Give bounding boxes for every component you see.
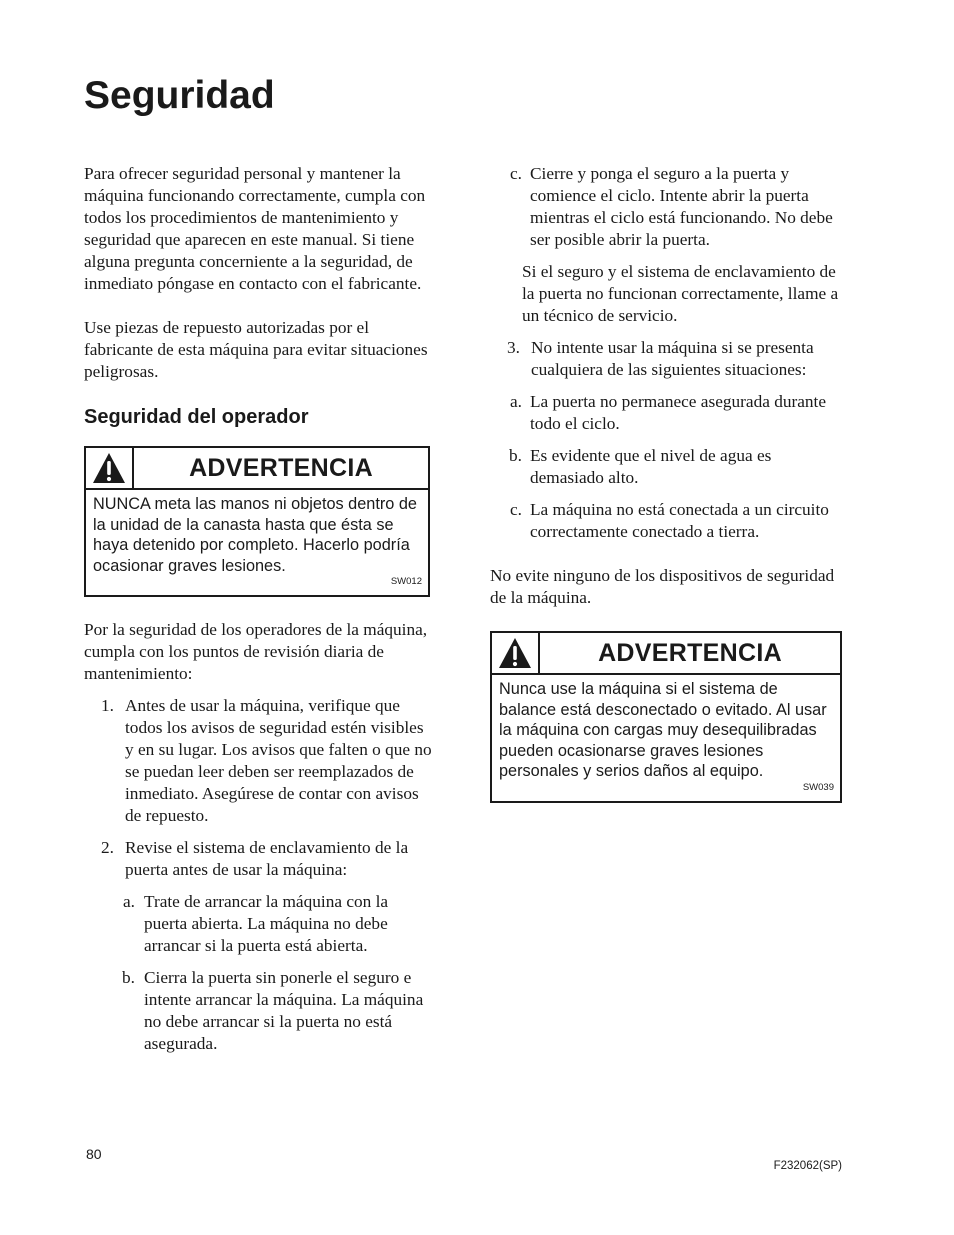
list-marker: b. <box>122 968 135 987</box>
warning-icon-cell <box>86 448 134 488</box>
list-item-text: No intente usar la máquina si se presenta cualquiera de las siguientes situaciones: <box>531 338 814 379</box>
warning-triangle-icon <box>92 452 126 484</box>
document-code: F232062(SP) <box>773 1160 842 1172</box>
list-marker: b. <box>509 446 522 465</box>
warning-header <box>86 448 428 490</box>
list-item <box>492 391 842 435</box>
warning-box-sw012 <box>84 446 430 597</box>
warning-text: NUNCA meta las manos ni objetos dentro de la unidad de la canasta hasta que ésta se haya detenido por completo. Hacerlo podría ocasionar graves lesiones. <box>93 495 417 575</box>
page-number: 80 <box>86 1146 102 1162</box>
list-item <box>492 163 842 251</box>
list-item-text: Revise el sistema de enclavamiento de la puerta antes de usar la máquina: <box>125 838 409 879</box>
warning-header <box>492 633 840 675</box>
parts-paragraph: Use piezas de repuesto autorizadas por el fabricante de esta máquina para evitar situaciones peligrosas. <box>84 318 428 381</box>
list-item-text: Trate de arrancar la máquina con la puerta abierta. La máquina no debe arrancar si la puerta está abierta. <box>144 892 389 955</box>
list-marker: a. <box>510 392 522 411</box>
list-marker: c. <box>510 500 522 519</box>
intro-paragraph: Para ofrecer seguridad personal y mantener la máquina funcionando correctamente, cumpla con todos los procedimientos de mantenimiento y seguridad que aparecen en este manual. Si tiene alguna pregunta concerniente a la seguridad, de inmediato póngase en contacto con el fabricante. <box>84 164 426 293</box>
list-item-text: Cierra la puerta sin ponerle el seguro e intente arrancar la máquina. La máquina no debe arrancar si la puerta no está asegurada. <box>144 968 424 1053</box>
left-column <box>84 163 434 1065</box>
list-item <box>492 445 842 489</box>
list-item <box>500 337 842 381</box>
lettered-list <box>492 391 842 543</box>
numbered-list <box>500 337 842 381</box>
list-item-text: La puerta no permanece asegurada durante todo el ciclo. <box>530 392 827 433</box>
bypass-note: No evite ninguno de los dispositivos de seguridad de la máquina. <box>490 566 835 607</box>
list-item <box>115 967 434 1055</box>
list-item <box>492 499 842 543</box>
list-item <box>94 837 434 881</box>
warning-title: ADVERTENCIA <box>598 639 782 667</box>
list-item-text: Cierre y ponga el seguro a la puerta y comience el ciclo. Intente abrir la puerta mientras el ciclo está funcionando. No debe ser posible abrir la puerta. <box>530 164 833 249</box>
list-marker: 3. <box>507 338 520 357</box>
list-marker: a. <box>123 892 135 911</box>
lettered-list <box>492 163 842 251</box>
warning-icon-cell <box>492 633 540 673</box>
lettered-list <box>115 891 434 1055</box>
section-heading: Seguridad del operador <box>84 406 309 428</box>
page-title: Seguridad <box>84 74 275 117</box>
daily-check-intro: Por la seguridad de los operadores de la máquina, cumpla con los puntos de revisión diaria de mantenimiento: <box>84 620 428 683</box>
warning-code: SW039 <box>802 781 834 793</box>
warning-code: SW012 <box>390 576 422 587</box>
list-item <box>94 695 434 827</box>
list-item <box>115 891 434 957</box>
list-marker: c. <box>510 164 522 183</box>
warning-title: ADVERTENCIA <box>189 454 373 482</box>
interlock-note: Si el seguro y el sistema de enclavamiento de la puerta no funcionan correctamente, llame a un técnico de servicio. <box>522 262 839 325</box>
list-item-text: Antes de usar la máquina, verifique que todos los avisos de seguridad estén visibles y en su lugar. Los avisos que falten o que no se puedan leer deben ser reemplazados de inmediato. Asegúrese de contar con avisos de repuesto. <box>125 696 432 825</box>
warning-text: Nunca use la máquina si el sistema de balance está desconectado o evitado. Al usar la máquina con cargas muy desequilibradas pueden ocasionarse graves lesiones personales y serios daños al equipo. <box>499 680 827 780</box>
numbered-list <box>94 695 434 881</box>
list-item-text: Es evidente que el nivel de agua es demasiado alto. <box>530 446 772 487</box>
right-column <box>490 163 842 803</box>
list-marker: 2. <box>101 838 114 857</box>
warning-box-sw039 <box>490 631 842 803</box>
warning-triangle-icon <box>498 637 532 669</box>
list-marker: 1. <box>101 696 114 715</box>
list-item-text: La máquina no está conectada a un circuito correctamente conectado a tierra. <box>530 500 829 541</box>
